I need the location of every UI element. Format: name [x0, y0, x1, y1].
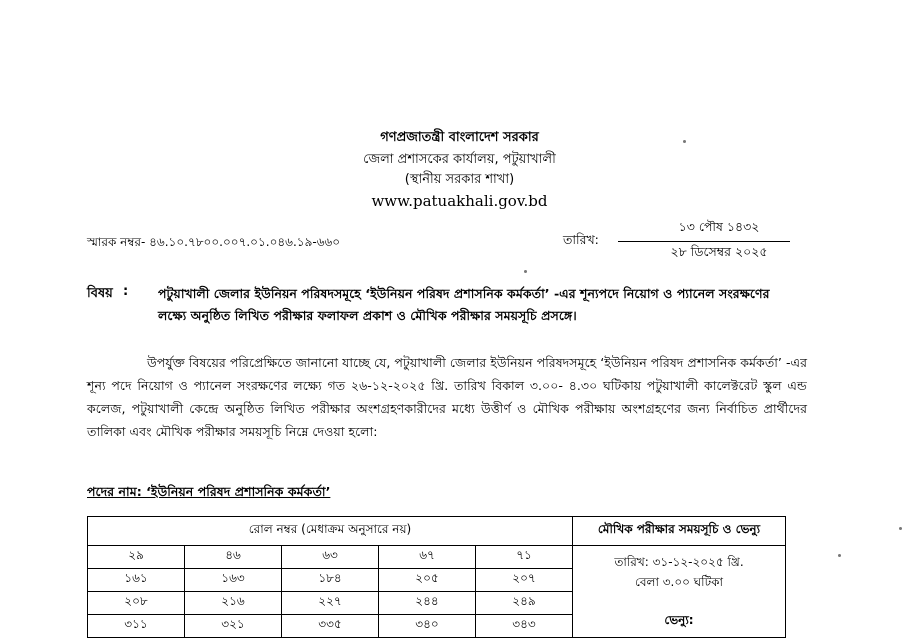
schedule-date: তারিখ: ৩১-১২-২০২৫ খ্রি.: [614, 555, 744, 569]
date-block: [618, 219, 790, 264]
roll-cell: ৩৩৫: [282, 615, 379, 638]
roll-cell: ১৬১: [88, 569, 185, 592]
roll-cell: ২৯: [88, 546, 185, 569]
roll-cell: ১৬৩: [185, 569, 282, 592]
roll-cell: ২০৭: [476, 569, 573, 592]
scan-speck: [899, 527, 902, 530]
scan-speck: [524, 270, 527, 273]
roll-cell: ৩২১: [185, 615, 282, 638]
body-paragraph: উপর্যুক্ত বিষয়ের পরিপ্রেক্ষিতে জানানো যাচ্ছে যে, পটুয়াখালী জেলার ইউনিয়ন পরিষদসমূহে ‘ইউনিয়ন পরিষদ প্রশাসনিক কর্মকর্তা’ -এর শূন্য পদে নিয়োগ ও প্যানেল সংরক্ষণের লক্ষ্যে গত ২৬-১২-২০২৫ খ্রি. তারিখ বিকাল ৩.০০- ৪.৩০ ঘটিকায় পটুয়াখালী কালেক্টরেট স্কুল এন্ড কলেজ, পটুয়াখালী কেন্দ্রে অনুষ্ঠিত লিখিত পরীক্ষার অংশগ্রহণকারীদের মধ্যে উত্তীর্ণ ও মৌখিক পরীক্ষায় অংশগ্রহণের জন্য নির্বাচিত প্রার্থীদের তালিকা এবং মৌখিক পরীক্ষার সময়সূচি নিম্নে দেওয়া হলো:: [87, 355, 807, 439]
roll-cell: ২০৫: [379, 569, 476, 592]
roll-table: [87, 516, 786, 638]
roll-cell: ৬৩: [282, 546, 379, 569]
roll-cell: ২০৮: [88, 592, 185, 615]
roll-cell: ২৪৯: [476, 592, 573, 615]
roll-cell: ৪৬: [185, 546, 282, 569]
branch-name: (স্থানীয় সরকার শাখা): [404, 172, 515, 187]
table-row: [88, 546, 786, 569]
subject-text: পটুয়াখালী জেলার ইউনিয়ন পরিষদসমূহে ‘ইউনিয়ন পরিষদ প্রশাসনিক কর্মকর্তা’ -এর শূন্যপদে নিয়োগ ও প্যানেল সংরক্ষণের লক্ষ্যে অনুষ্ঠিত লিখিত পরীক্ষার ফলাফল প্রকাশ ও মৌখিক পরীক্ষার সময়সূচি প্রসঙ্গে।: [158, 286, 770, 323]
roll-cell: ৩৪০: [379, 615, 476, 638]
schedule-header: মৌখিক পরীক্ষার সময়সূচি ও ভেন্যু: [573, 517, 786, 546]
date-label: তারিখ:: [563, 232, 599, 247]
table-header-row: [88, 517, 786, 546]
roll-cell: ২৪৪: [379, 592, 476, 615]
date-english: ২৮ ডিসেম্বর ২০২৫: [670, 244, 768, 259]
schedule-time: বেলা ৩.০০ ঘটিকা: [634, 575, 724, 589]
date-bangla: ১৩ পৌষ ১৪৩২: [618, 219, 790, 242]
subject-colon: :: [123, 284, 129, 299]
schedule-cell: [573, 546, 786, 638]
roll-cell: ১৮৪: [282, 569, 379, 592]
scan-speck: [683, 140, 686, 143]
post-name: পদের নাম: ‘ইউনিয়ন পরিষদ প্রশাসনিক কর্মকর্তা’: [87, 484, 331, 499]
scan-speck: [838, 554, 841, 557]
venue-label: ভেন্যু:: [664, 613, 694, 627]
roll-cell: ৩৪৩: [476, 615, 573, 638]
office-name: জেলা প্রশাসকের কার্যালয়, পটুয়াখালী: [363, 152, 556, 167]
roll-cell: ৭১: [476, 546, 573, 569]
govt-title: গণপ্রজাতন্ত্রী বাংলাদেশ সরকার: [380, 130, 539, 145]
subject-label: বিষয়: [87, 286, 113, 301]
roll-header: রোল নম্বর (মেধাক্রম অনুসারে নয়): [88, 517, 573, 546]
roll-cell: ২১৬: [185, 592, 282, 615]
memo-number: স্মারক নম্বর- ৪৬.১০.৭৮০০.০০৭.০১.০৪৬.১৯-৬৬০: [87, 235, 341, 249]
website-link[interactable]: www.patuakhali.gov.bd: [371, 192, 548, 210]
roll-cell: ২২৭: [282, 592, 379, 615]
roll-cell: ৩১১: [88, 615, 185, 638]
roll-cell: ৬৭: [379, 546, 476, 569]
